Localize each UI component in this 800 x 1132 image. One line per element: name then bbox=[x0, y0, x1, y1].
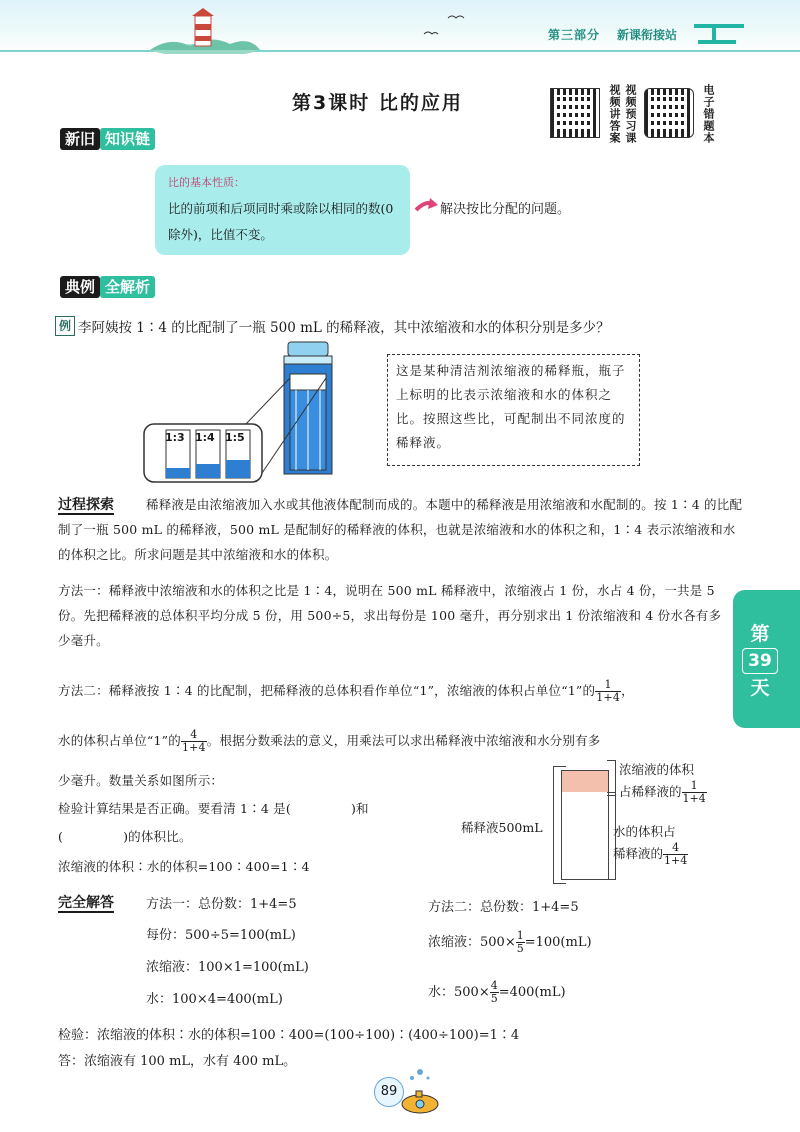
quantity-diagram-bar bbox=[561, 770, 609, 880]
diagram-total-label: 稀释液500mL bbox=[461, 820, 543, 835]
dilution-bottle-illustration bbox=[140, 338, 350, 488]
solution-method-two-line2 bbox=[428, 980, 566, 1005]
diagram-segment-concentrate bbox=[562, 771, 608, 793]
diagram-bottom-label-a: 水的体积占 bbox=[613, 824, 676, 839]
lesson-title: 第3课时 比的应用 bbox=[292, 92, 463, 114]
fraction-1-of-1plus4 bbox=[595, 679, 621, 704]
example-tag-a: 典例 bbox=[60, 276, 100, 298]
solution-m2-fraction-1-5 bbox=[516, 930, 525, 955]
fraction-numerator: 1 bbox=[682, 780, 707, 793]
method-two-line1 bbox=[58, 678, 728, 704]
fraction-numerator: 1 bbox=[595, 679, 621, 692]
section-label: 第三部分 bbox=[548, 28, 601, 42]
day-tab-line1: 第 bbox=[750, 623, 770, 645]
page-number: 89 bbox=[374, 1077, 404, 1107]
diagram-bottom-label bbox=[613, 842, 688, 867]
fraction-numerator: 4 bbox=[663, 842, 688, 855]
knowledge-chain-tag bbox=[60, 128, 155, 149]
qr-label-error-book: 电子错题本 bbox=[702, 84, 715, 144]
solution-answer: 答：浓缩液有 100 mL，水有 400 mL。 bbox=[58, 1054, 297, 1069]
fraction-numerator: 4 bbox=[181, 729, 207, 742]
solution-method-one-line2: 浓缩液：100×1=100(mL) bbox=[146, 960, 309, 975]
knowledge-tag-b: 知识链 bbox=[100, 128, 155, 150]
diagram-segment-water bbox=[562, 855, 608, 876]
fraction-denominator: 1+4 bbox=[682, 792, 706, 805]
diagram-top-label bbox=[619, 780, 707, 805]
fraction-denominator: 1+4 bbox=[181, 741, 206, 754]
bottle-note: 这是某种清洁剂浓缩液的稀释瓶，瓶子上标明的比表示浓缩液和水的体积之比。按照这些比，可配制出不同浓度的稀释液。 bbox=[387, 354, 640, 466]
solution-m2-l2-a: 水：500× bbox=[428, 985, 490, 1000]
header-band bbox=[0, 0, 800, 52]
qr-label-video-preview: 视频预习课 bbox=[624, 84, 637, 144]
solution-method-two-line1 bbox=[428, 930, 592, 955]
solution-m2-l1-a: 浓缩液：500× bbox=[428, 935, 516, 950]
process-paragraph: 稀释液是由浓缩液加入水或其他液体配制而成的。本题中的稀释液是用浓缩液和水配制的。按 1∶4 的比配制了一瓶 500 mL 的稀释液，500 mL 是配制好的稀释液的体积，也就是浓缩液和水的体积之和，1∶4 表示浓缩液和水的体积之比。所求问题是其中浓缩液和水的体积。 bbox=[58, 497, 743, 562]
qr-label-video-answer: 视频讲答案 bbox=[608, 84, 621, 144]
solution-m2-l2-b: =400(mL) bbox=[498, 985, 566, 1000]
fraction-denominator: 1+4 bbox=[596, 691, 621, 704]
knowledge-application: 解决按比分配的问题。 bbox=[440, 202, 571, 217]
method-two-text-b: 水的体积占单位“1”的 bbox=[58, 733, 181, 748]
diagram-top-label-a: 浓缩液的体积 bbox=[619, 762, 695, 777]
process-label-text: 过程探索 bbox=[58, 497, 114, 513]
qr-code-video-answer[interactable] bbox=[550, 88, 600, 138]
diagram-brace-top bbox=[607, 760, 616, 796]
knowledge-box-label: 比的基本性质： bbox=[168, 176, 245, 189]
check-text-a: 检验计算结果是否正确。要看清 1∶4 是( bbox=[58, 801, 291, 816]
fraction-4-of-1plus4 bbox=[181, 729, 207, 754]
check-text-d: )的体积比。 bbox=[123, 829, 192, 844]
section-name: 新课衔接站 bbox=[617, 28, 678, 42]
bottle-label-1-3: 1:3 bbox=[165, 431, 185, 444]
method-one-paragraph: 方法一：稀释液中浓缩液和水的体积之比是 1∶4，说明在 500 mL 稀释液中，浓缩液占 1 份，水占 4 份，一共是 5 份。先把稀释液的总体积平均分成 5 份，用 500÷5，求出每份是 100 毫升，再分别求出 1 份浓缩液和 4 份水各有多少毫升。 bbox=[58, 583, 722, 648]
method-two-text-c: 。根据分数乘法的意义，用乘法可以求出稀释液中浓缩液和水分别有多 bbox=[206, 733, 601, 748]
method-two-line2 bbox=[58, 728, 738, 754]
solution-method-one-line3: 水：100×4=400(mL) bbox=[146, 992, 283, 1007]
lighthouse-illustration bbox=[150, 6, 260, 54]
check-text-c: ( bbox=[58, 829, 64, 844]
arrow-right-icon bbox=[414, 196, 440, 216]
method-two-line3: 少毫升。数量关系如图所示： bbox=[58, 773, 224, 788]
method-two-text-a: 方法二：稀释液按 1∶4 的比配制，把稀释液的总体积看作单位“1”，浓缩液的体积占单位“1”的 bbox=[58, 683, 596, 698]
diagram-segment-water bbox=[562, 834, 608, 856]
check-text-b: )和 bbox=[350, 801, 369, 816]
diagram-top-label-b: 占稀释液的 bbox=[619, 784, 682, 799]
diagram-bottom-fraction bbox=[663, 842, 688, 867]
example-question: 李阿姨按 1∶4 的比配制了一瓶 500 mL 的稀释液，其中浓缩液和水的体积分别是多少？ bbox=[78, 320, 610, 336]
bottle-label-1-4: 1:4 bbox=[195, 431, 215, 444]
example-tag-b: 全解析 bbox=[100, 276, 155, 298]
day-tab-number: 39 bbox=[742, 648, 778, 674]
diagram-segment-water bbox=[562, 813, 608, 835]
fraction-numerator: 1 bbox=[516, 929, 524, 942]
knowledge-tag-a: 新旧 bbox=[60, 128, 100, 150]
diagram-bottom-label-b: 稀释液的 bbox=[613, 846, 664, 861]
day-side-tab-text bbox=[740, 622, 780, 700]
example-tag bbox=[60, 276, 155, 297]
fraction-denominator: 5 bbox=[490, 992, 498, 1005]
day-tab-line3: 天 bbox=[750, 677, 770, 699]
solution-label-text: 完全解答 bbox=[58, 895, 114, 911]
submarine-icon bbox=[398, 1086, 444, 1116]
diagram-segment-water bbox=[562, 792, 608, 814]
example-icon: 例 bbox=[55, 316, 75, 336]
solution-check: 检验：浓缩液的体积∶水的体积=100∶400=(100÷100)∶(400÷100)=1∶4 bbox=[58, 1028, 520, 1043]
solution-method-one-title: 方法一：总份数：1+4=5 bbox=[146, 897, 297, 912]
knowledge-box-text: 比的前项和后项同时乘或除以相同的数(0除外)，比值不变。 bbox=[168, 201, 394, 242]
fraction-numerator: 4 bbox=[490, 979, 498, 992]
qr-code-error-book[interactable] bbox=[644, 88, 694, 138]
solution-m2-l1-b: =100(mL) bbox=[524, 935, 592, 950]
method-two-comma: ， bbox=[621, 683, 634, 698]
bottle-label-1-5: 1:5 bbox=[225, 431, 245, 444]
header-divider bbox=[0, 50, 800, 52]
bubbles-icon bbox=[404, 1066, 434, 1086]
solution-method-two-title: 方法二：总份数：1+4=5 bbox=[428, 900, 579, 915]
solution-label bbox=[58, 892, 114, 912]
solution-method-one-line1: 每份：500÷5=100(mL) bbox=[146, 928, 296, 943]
birds-icon bbox=[420, 12, 470, 42]
wave-logo-icon bbox=[690, 16, 750, 46]
diagram-top-fraction bbox=[682, 780, 707, 805]
fraction-denominator: 1+4 bbox=[664, 854, 688, 867]
fraction-denominator: 5 bbox=[516, 942, 524, 955]
solution-m2-fraction-4-5 bbox=[490, 980, 499, 1005]
ratio-line: 浓缩液的体积∶水的体积=100∶400=1∶4 bbox=[58, 859, 310, 874]
